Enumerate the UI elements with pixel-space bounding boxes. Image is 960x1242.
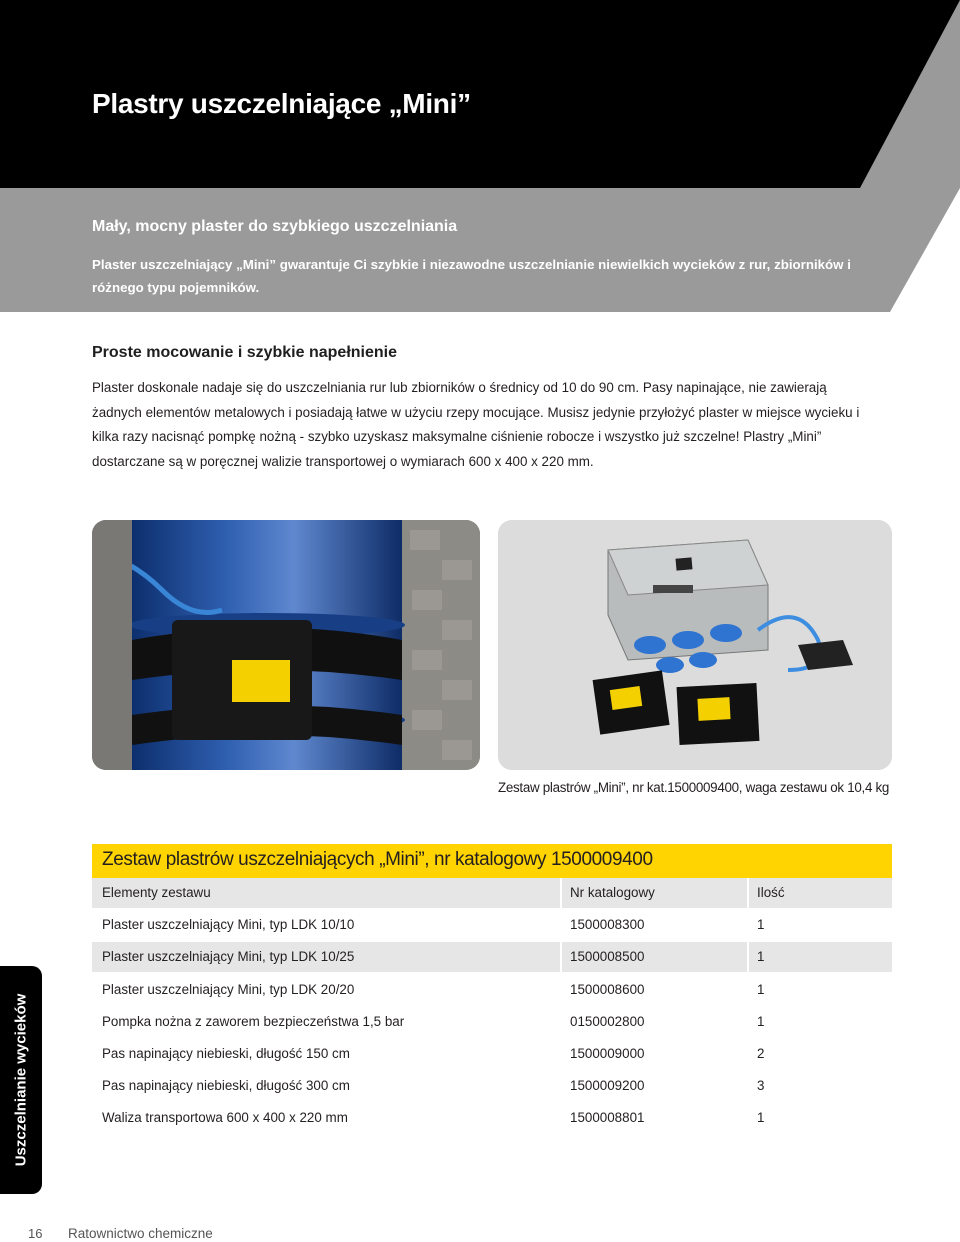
cell-item: Pas napinający niebieski, długość 150 cm [102, 1046, 350, 1061]
side-tab-label: Uszczelnianie wycieków [12, 993, 30, 1167]
cell-catalog: 1500009200 [570, 1078, 645, 1093]
table-row [92, 1103, 892, 1133]
table-row [92, 910, 892, 940]
table-title-bar [92, 844, 892, 878]
intro-corner [890, 188, 960, 312]
table-row [92, 975, 892, 1005]
cell-catalog: 1500008801 [570, 1110, 645, 1125]
header-corner [860, 0, 960, 188]
intro-heading: Mały, mocny plaster do szybkiego uszczelniania [92, 218, 458, 235]
col-header-catalog: Nr katalogowy [570, 885, 655, 900]
cell-item: Pas napinający niebieski, długość 300 cm [102, 1078, 350, 1093]
cell-qty: 1 [757, 917, 765, 932]
cell-catalog: 1500008500 [570, 949, 645, 964]
cell-qty: 1 [757, 1014, 765, 1029]
cell-qty: 3 [757, 1078, 765, 1093]
table-title: Zestaw plastrów uszczelniających „Mini”, nr katalogowy 1500009400 [102, 849, 653, 870]
cell-catalog: 1500008300 [570, 917, 645, 932]
section-heading: Proste mocowanie i szybkie napełnienie [92, 344, 397, 361]
col-header-items: Elementy zestawu [102, 885, 211, 900]
cell-item: Plaster uszczelniający Mini, typ LDK 20/20 [102, 982, 355, 997]
cell-item: Waliza transportowa 600 x 400 x 220 mm [102, 1110, 348, 1125]
page-title: Plastry uszczelniające „Mini” [92, 88, 471, 119]
cell-item: Plaster uszczelniający Mini, typ LDK 10/10 [102, 917, 355, 932]
table-row [92, 942, 892, 972]
side-tab [0, 966, 42, 1194]
table-row [92, 1071, 892, 1101]
cell-item: Pompka nożna z zaworem bezpieczeństwa 1,5 bar [102, 1014, 405, 1029]
cell-catalog: 1500009000 [570, 1046, 645, 1061]
cell-qty: 1 [757, 982, 765, 997]
cell-catalog: 0150002800 [570, 1014, 645, 1029]
table-row [92, 1039, 892, 1069]
col-header-qty: Ilość [757, 885, 785, 900]
page-number: 16 [28, 1226, 43, 1241]
table-row [92, 1007, 892, 1037]
cell-qty: 2 [757, 1046, 765, 1061]
table-header-row [92, 878, 892, 908]
kit-photo [498, 520, 892, 770]
section-text: Plaster doskonale nadaje się do uszczelniania rur lub zbiorników o średnicy od 10 do 90 cm. Pasy napinające, nie zawierają żadnych elementów metalowych i posiadają łatwe w użyciu rzepy mocujące. Musisz jedynie przyłożyć plaster w miejsce wycieku i kilka razy nacisnąć pompkę nożną - szybko uzyskasz maksymalne ciśnienie robocze i wszystko już szczelne! Plastry „Mini” dostarczane są w poręcznej walizie transportowej o wymiarach 600 x 400 x 220 mm. [92, 380, 860, 469]
cell-qty: 1 [757, 1110, 765, 1125]
photo-caption: Zestaw plastrów „Mini”, nr kat.1500009400, waga zestawu ok 10,4 kg [498, 780, 890, 795]
cell-item: Plaster uszczelniający Mini, typ LDK 10/25 [102, 949, 355, 964]
barrel-photo [92, 520, 480, 770]
cell-catalog: 1500008600 [570, 982, 645, 997]
footer-text: Ratownictwo chemiczne [68, 1226, 213, 1241]
intro-text: Plaster uszczelniający „Mini” gwarantuje Ci szybkie i niezawodne uszczelnianie niewielkich wycieków z rur, zbiorników i różnego typu pojemników. [92, 257, 851, 295]
cell-qty: 1 [757, 949, 765, 964]
